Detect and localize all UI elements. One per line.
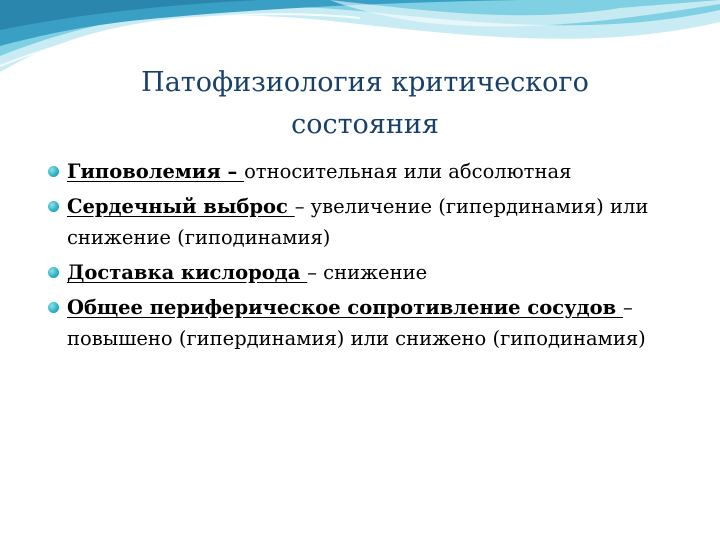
- bullet-list: [48, 156, 698, 358]
- slide-title-line-2: состояния: [291, 109, 439, 140]
- item-text: – снижение: [307, 261, 428, 284]
- bullet-icon: [48, 201, 59, 212]
- list-item: [48, 191, 698, 253]
- item-term: Сердечный выброс: [67, 195, 295, 218]
- item-term: Общее периферическое сопротивление сосудов: [67, 296, 623, 319]
- bullet-icon: [48, 166, 59, 177]
- slide-title: [60, 62, 670, 146]
- bullet-icon: [48, 267, 59, 278]
- list-item: [48, 257, 698, 288]
- item-text: – повышено (гипердинамия) или снижено (гиподинамия): [67, 296, 646, 350]
- item-term: Гиповолемия –: [67, 160, 245, 183]
- item-term: Доставка кислорода: [67, 261, 308, 284]
- item-text: – увеличение (гипердинамия) или снижение (гиподинамия): [67, 195, 649, 249]
- list-item: [48, 156, 698, 187]
- bullet-icon: [48, 302, 59, 313]
- list-item: [48, 292, 698, 354]
- item-text: относительная или абсолютная: [244, 160, 572, 183]
- slide-title-line-1: Патофизиология критического: [141, 67, 589, 98]
